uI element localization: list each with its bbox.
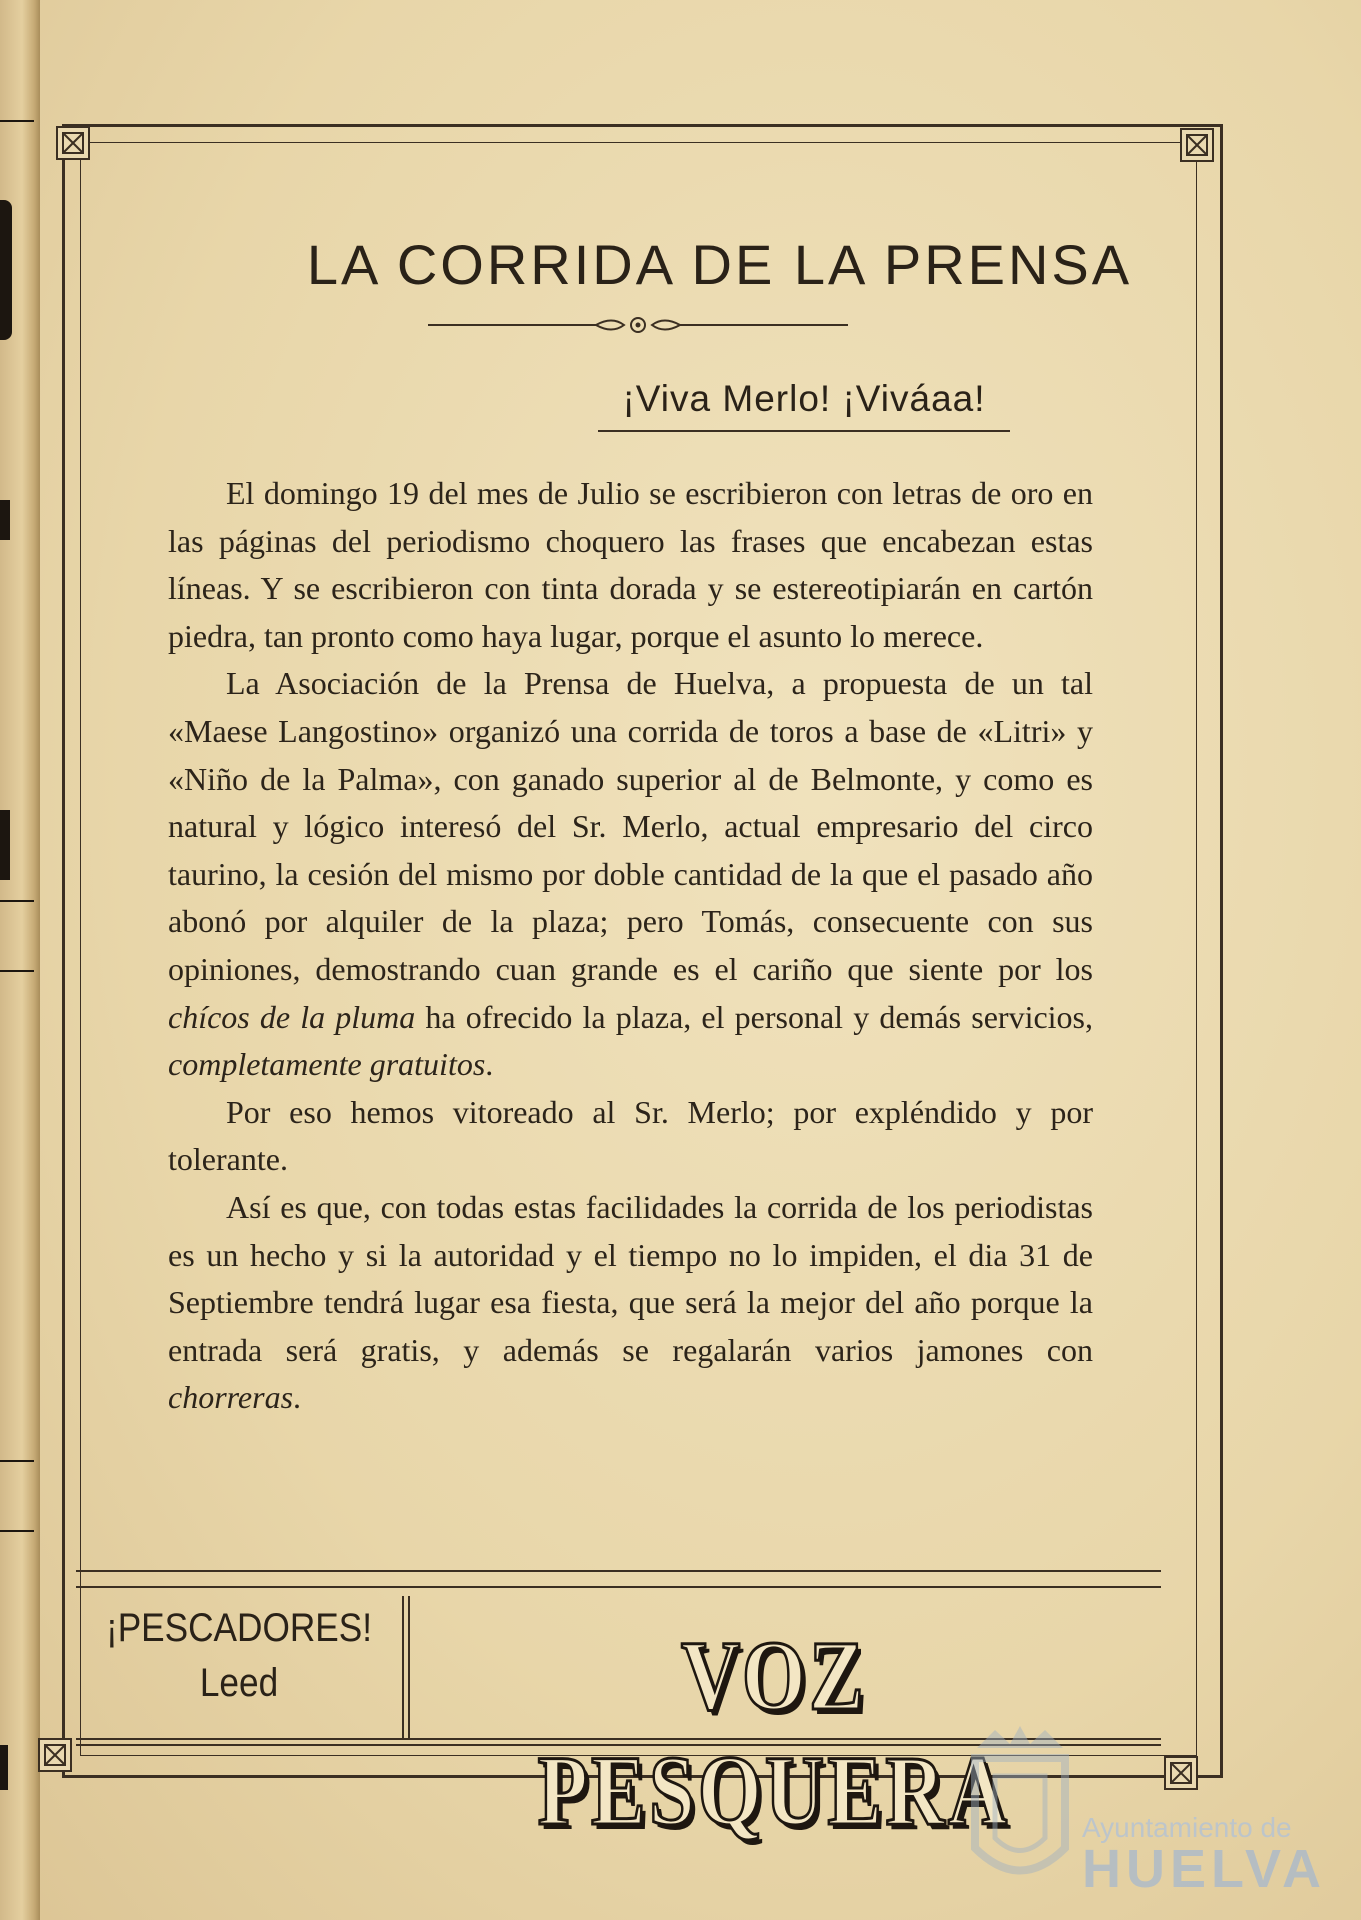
paragraph: Así es que, con todas estas facilidades la corrida de los periodistas es un hecho y si la autoridad y el tiempo no lo impiden, el dia 31 de Septiembre tendrá lugar esa fiesta, que será la mejor del año porque la entrada será gratis, y además se regalarán varios jamones con chorreras.	[168, 1188, 1093, 1416]
advert-divider-rule	[76, 1570, 1161, 1572]
watermark-city: HUELVA	[1082, 1839, 1326, 1899]
corner-ornament-icon	[56, 126, 90, 160]
title-divider-ornament-icon	[428, 312, 848, 338]
italic-phrase: chorreras	[168, 1379, 294, 1416]
article-subtitle: ¡Viva Merlo! ¡Viváaa!	[598, 378, 1010, 432]
italic-phrase: chícos de la pluma	[168, 998, 416, 1035]
advert-publication-name: VOZ PESQUERA	[537, 1620, 1011, 1846]
italic-phrase: completamente gratuitos	[168, 1046, 486, 1083]
advert-divider-rule	[76, 1586, 1161, 1588]
watermark-text: Ayuntamiento de	[1082, 1812, 1292, 1843]
article-title: LA CORRIDA DE LA PRENSA	[306, 233, 1133, 296]
corner-ornament-icon	[1180, 128, 1214, 162]
advert-separator	[402, 1596, 404, 1738]
paragraph: La Asociación de la Prensa de Huelva, a propuesta de un tal «Maese Langostino» organizó una corrida de toros a base de «Litri» y «Niño de la Palma», con ganado superior al de Belmonte, y como es natural y lógico interesó del Sr. Merlo, actual empresario del circo taurino, la cesión del mismo por doble cantidad de la que el pasado año abonó por alquiler de la plaza; pero Tomás, consecuente con sus opiniones, demostrando cuan grande es el cariño que siente por los chícos de la pluma ha ofrecido la plaza, el personal y demás servicios, completamente gratuitos.	[168, 665, 1093, 1083]
paragraph: El domingo 19 del mes de Julio se escribieron con letras de oro en las páginas del periodismo choquero las frases que encabezan estas líneas. Y se escribieron con tinta dorada y se estereotipiarán en cartón piedra, tan pronto como haya lugar, porque el asunto lo merece.	[168, 475, 1093, 654]
article-body	[168, 470, 1093, 1422]
corner-ornament-icon	[38, 1738, 72, 1772]
advert-subline: Leed	[199, 1661, 279, 1705]
advert-separator	[408, 1596, 410, 1738]
advert-fishermen	[80, 1606, 398, 1706]
paragraph: Por eso hemos vitoreado al Sr. Merlo; por expléndido y por tolerante.	[168, 1093, 1093, 1178]
advert-headline: ¡PESCADORES!	[105, 1606, 373, 1650]
